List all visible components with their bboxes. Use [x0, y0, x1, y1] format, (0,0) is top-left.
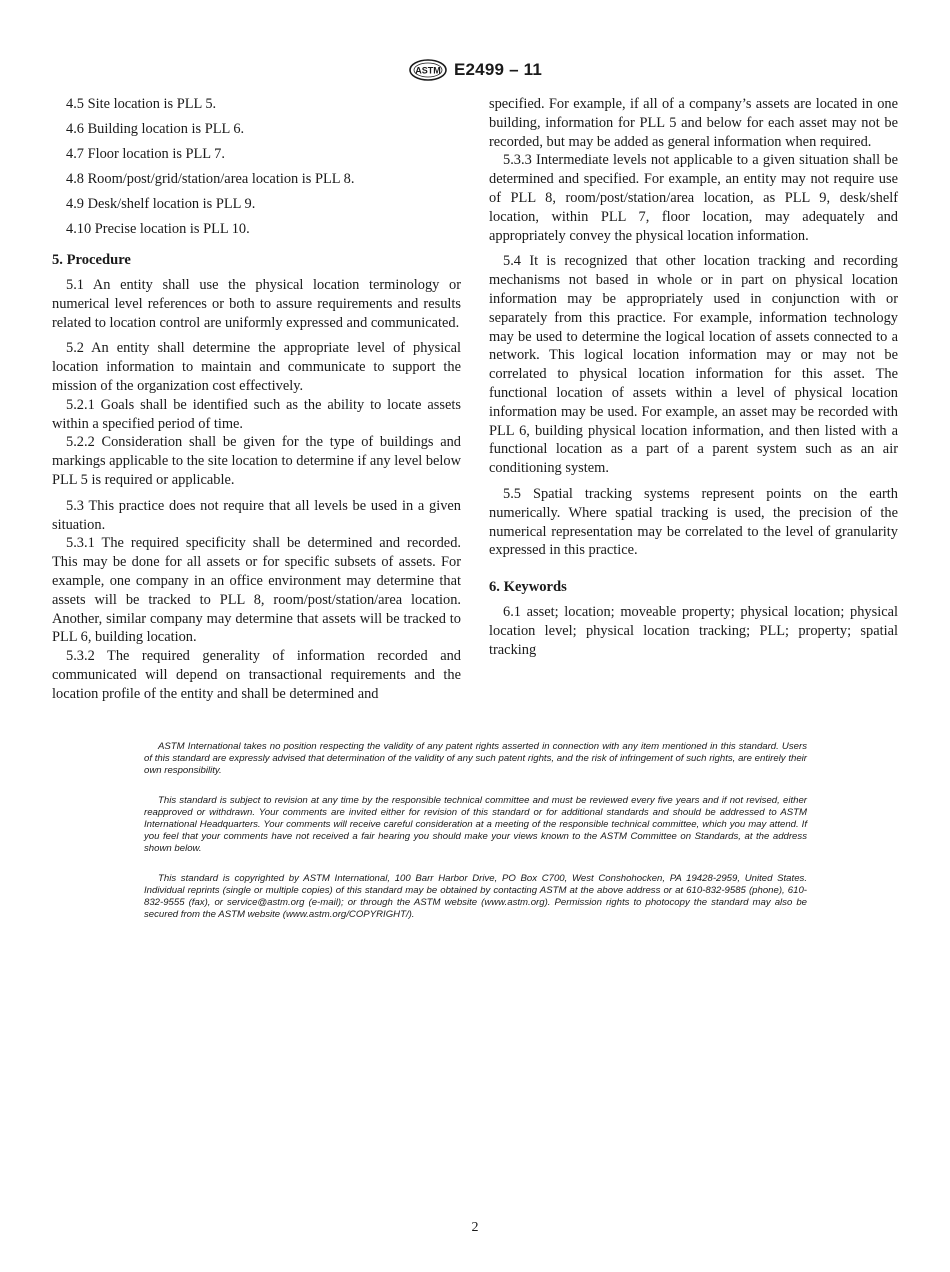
clause-4-9: 4.9 Desk/shelf location is PLL 9. — [66, 196, 256, 213]
clause-5-3-2-continued: specified. For example, if all of a company’s assets are located in one building, information for PLL 5 and below for each asset may not be recorded, but may be added as general information when required. — [489, 96, 898, 150]
clause-5-3-2: 5.3.2 The required generality of information recorded and communicated will depend on transactional requirements and the location profile of the entity and shall be determined and — [52, 648, 461, 702]
revision-notice: This standard is subject to revision at any time by the responsible technical committee and must be reviewed every five years and if not revised, either reapproved or withdrawn. Your comments are invited either for revision of this standard or for additional standards and should be addressed to ASTM International Headquarters. Your comments will receive careful consideration at a meeting of the responsible technical committee, which you may attend. If you feel that your comments have not received a fair hearing you should make your views known to the ASTM Committee on Standards, at the address shown below. — [144, 795, 807, 854]
clause-5-2-1: 5.2.1 Goals shall be identified such as the ability to locate assets within a specified period of time. — [52, 396, 461, 432]
section-heading-procedure: 5. Procedure — [52, 252, 131, 269]
clause-5-2-2: 5.2.2 Consideration shall be given for the type of buildings and markings applicable to the site location to determine if any level below PLL 5 is required or applicable. — [52, 434, 461, 489]
page-header — [0, 58, 950, 82]
clause-5-1: 5.1 An entity shall use the physical location terminology or numerical level references or both to assure requirements and results related to location control are uniformly expressed and communicated. — [52, 277, 461, 331]
astm-logo-text: ASTM — [415, 65, 441, 76]
right-column — [489, 95, 898, 659]
clause-4-7: 4.7 Floor location is PLL 7. — [66, 146, 225, 163]
clause-5-3-3: 5.3.3 Intermediate levels not applicable to a given situation shall be determined and specified. For example, an entity may not require use of PLL 8, room/post/station/area location, as PLL 9, desk/shelf location, within PLL 7, floor location, may adequately and appropriately convey the physical location information. — [489, 152, 898, 244]
clause-5-5: 5.5 Spatial tracking systems represent points on the earth numerically. Where spatial tracking is used, the precision of the numerical representation may be correlated to the level of granularity expressed in this practice. — [489, 485, 898, 559]
clause-4-6: 4.6 Building location is PLL 6. — [66, 121, 245, 138]
clause-4-5: 4.5 Site location is PLL 5. — [66, 96, 217, 112]
clause-5-3: 5.3 This practice does not require that all levels be used in a given situation. — [52, 497, 461, 533]
legal-notices — [144, 741, 807, 940]
clause-4-10: 4.10 Precise location is PLL 10. — [66, 221, 250, 238]
clause-6-1: 6.1 asset; location; moveable property; physical location; physical location level; physical location tracking; PLL; property; spatial tracking — [489, 603, 898, 658]
clause-4-8: 4.8 Room/post/grid/station/area location is PLL 8. — [66, 171, 355, 188]
page-number: 2 — [471, 1220, 479, 1235]
astm-logo-icon — [408, 59, 448, 81]
standard-designation: E2499 – 11 — [453, 60, 543, 79]
section-heading-keywords: 6. Keywords — [489, 579, 567, 596]
copyright-notice: This standard is copyrighted by ASTM International, 100 Barr Harbor Drive, PO Box C700, West Conshohocken, PA 19428-2959, United States. Individual reprints (single or multiple copies) of this standard may be obtained by contacting ASTM at the above address or at 610-832-9585 (phone), 610-832-9555 (fax), or service@astm.org (e-mail); or through the ASTM website (www.astm.org). Permission rights to photocopy the standard may also be secured from the ASTM website (www.astm.org/COPYRIGHT/). — [144, 873, 807, 920]
patent-notice: ASTM International takes no position respecting the validity of any patent rights asserted in connection with any item mentioned in this standard. Users of this standard are expressly advised that determination of the validity of any such patent rights, and the risk of infringement of such rights, are entirely their own responsibility. — [144, 741, 807, 776]
clause-5-2: 5.2 An entity shall determine the appropriate level of physical location information to maintain and communicate to support the mission of the organization cost effectively. — [52, 340, 461, 395]
clause-5-4: 5.4 It is recognized that other location tracking and recording mechanisms not based in whole or in part on physical location information may be appropriately used in conjunction with or separately from this practice. For example, information technology may be used to determine the logical location of assets connected to a network. This logical location information may or may not be correlated to physical location information for this asset. The functional location of assets within a level of physical location information may be used. For example, an asset may be recorded with PLL 6, building physical location information, and then listed with a functional location as a part of a parent system such as an air conditioning system. — [489, 253, 898, 477]
left-column — [52, 95, 461, 704]
clause-5-3-1: 5.3.1 The required specificity shall be determined and recorded. This may be done for all assets or for specific subsets of assets. For example, one company in an office environment may determine that assets will be tracked to PLL 8, room/post/station/area location. Another, similar company may determine that assets will be tracked to PLL 6, building location. — [52, 535, 461, 646]
